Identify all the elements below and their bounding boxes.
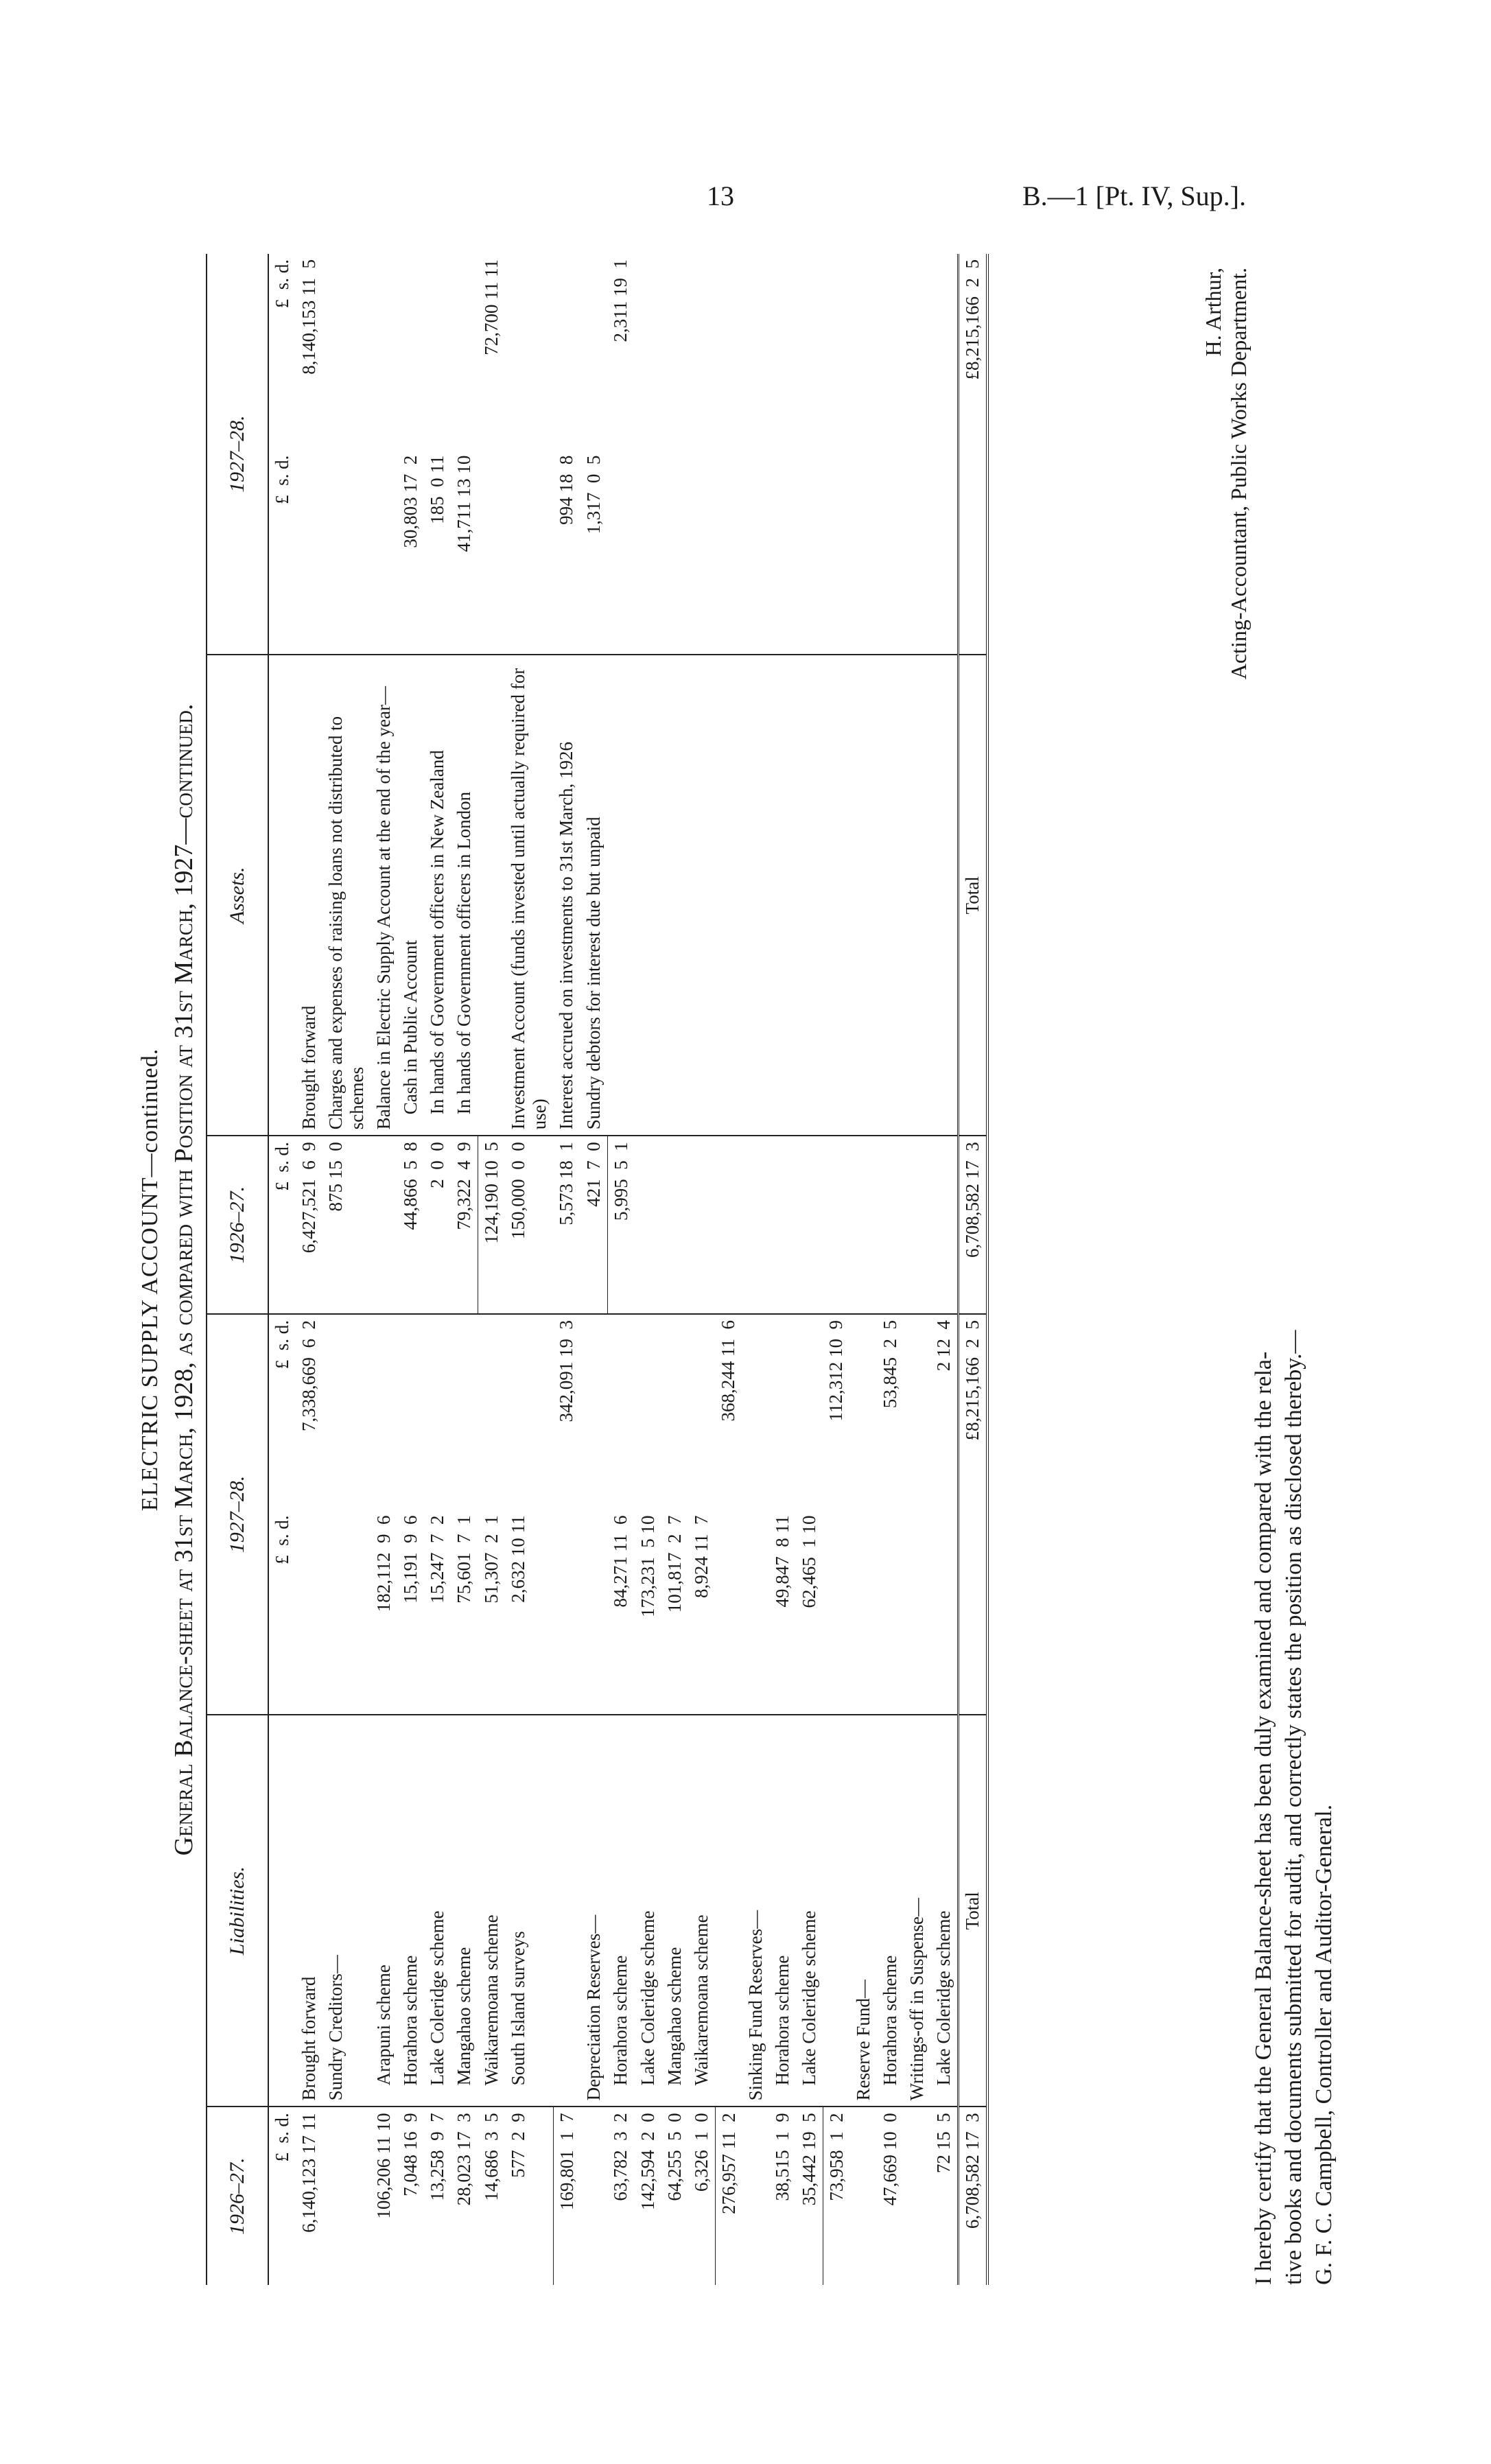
table-row <box>478 254 506 2285</box>
page-number: 13 <box>707 180 734 211</box>
row-label: Lake Coleridge scheme <box>424 1715 451 2107</box>
table-row <box>904 254 930 2285</box>
prev-year-header-assets: 1926–27. <box>207 1136 268 1314</box>
row-label: Writings-off in Suspense— <box>904 1715 930 2107</box>
accountant-title: Acting-Accountant, Public Works Department. <box>1226 268 1251 680</box>
table-row <box>635 254 661 2285</box>
row-label: In hands of Government officers in London <box>451 655 478 1136</box>
total-amount: £8,215,166 2 5 <box>958 1314 987 1510</box>
amount: 79,322 4 9 <box>451 1136 478 1314</box>
amount: 72,700 11 11 <box>480 259 502 355</box>
certificate-line: I hereby certify that the General Balance-sheet has been duly examined and compared with the rela- <box>1251 1351 1276 2285</box>
amount: 112,312 10 9 <box>825 1319 846 1422</box>
amount: 2,632 10 11 <box>505 1510 553 1715</box>
amount: 106,206 11 10 <box>373 2113 394 2219</box>
balance-sheet-title: General Balance-sheet at 31st March, 1928, as compared with Position at 31st March, 1927—continued. <box>169 703 198 1856</box>
amount: 14,686 3 5 <box>480 2113 502 2201</box>
assets-header: Assets. <box>207 655 268 1136</box>
amount: 53,845 2 5 <box>879 1319 900 1409</box>
amount: 38,515 1 9 <box>771 2113 793 2201</box>
prev-year-header: 1926–27. <box>207 2107 268 2285</box>
table-row <box>424 254 451 2285</box>
amount: 63,782 3 2 <box>610 2113 631 2201</box>
amount: 1,317 0 5 <box>580 450 608 655</box>
row-label: Interest accrued on investments to 31st March, 1926 <box>553 655 580 1136</box>
row-label: Depreciation Reserves— <box>580 1715 608 2107</box>
document-reference: B.—1 [Pt. IV, Sup.]. <box>1022 180 1246 211</box>
row-label: Brought forward <box>296 1715 322 2107</box>
amount: 2,311 19 1 <box>610 259 631 342</box>
row-label: Sundry Creditors— <box>322 1715 371 2107</box>
amount: 7,338,669 6 2 <box>298 1319 319 1431</box>
amount: 84,271 11 6 <box>607 1510 635 1715</box>
amount: 35,442 19 5 <box>798 2113 819 2206</box>
table-row <box>397 254 424 2285</box>
amount: 994 18 8 <box>553 450 580 655</box>
table-row <box>688 254 716 2285</box>
amount: 8,924 11 7 <box>688 1510 716 1715</box>
amount: 2 12 4 <box>932 1319 954 1372</box>
table-row <box>715 254 742 2285</box>
row-label: Lake Coleridge scheme <box>635 1715 661 2107</box>
row-label: Brought forward <box>296 655 322 1136</box>
total-row <box>958 254 987 2285</box>
currency-label: £ s. d. <box>272 259 292 309</box>
total-amount: £8,215,166 2 5 <box>958 254 987 450</box>
table-row <box>796 254 823 2285</box>
amount: 62,465 1 10 <box>796 1510 823 1715</box>
row-label: Waikaremoana scheme <box>478 1715 506 2107</box>
amount: 28,023 17 3 <box>454 2113 474 2206</box>
amount: 15,191 9 6 <box>397 1510 424 1715</box>
row-label: Cash in Public Account <box>397 655 424 1136</box>
accountant-signature <box>1201 268 1252 1057</box>
table-row <box>930 254 959 2285</box>
amount: 13,258 9 7 <box>427 2113 447 2201</box>
row-label: Lake Coleridge scheme <box>796 1715 823 2107</box>
table-row <box>823 254 850 2285</box>
account-title: ELECTRIC SUPPLY ACCOUNT—continued. <box>137 1048 163 1512</box>
amount: 5,573 18 1 <box>553 1136 580 1314</box>
total-amount: 6,708,582 17 3 <box>958 1136 987 1314</box>
cur-year-header: 1927–28. <box>207 1314 268 1715</box>
row-label: Horahora scheme <box>397 1715 424 2107</box>
total-amount: 6,708,582 17 3 <box>958 2107 987 2285</box>
amount: 51,307 2 1 <box>478 1510 506 1715</box>
amount: 124,190 10 5 <box>478 1136 506 1314</box>
total-label: Total <box>958 655 987 1136</box>
amount: 49,847 8 11 <box>769 1510 796 1715</box>
currency-label: £ s. d. <box>272 1319 292 1370</box>
table-row <box>661 254 688 2285</box>
currency-row <box>268 254 296 2285</box>
row-label: Balance in Electric Supply Account at the end of the year— <box>371 655 397 1136</box>
row-label: In hands of Government officers in New Zealand <box>424 655 451 1136</box>
table-row <box>850 254 877 2285</box>
table-row <box>505 254 553 2285</box>
amount: 421 7 0 <box>580 1136 608 1314</box>
row-label: Investment Account (funds invested until actually required for use) <box>505 655 553 1136</box>
table-row <box>607 254 635 2285</box>
amount: 577 2 9 <box>508 2113 528 2178</box>
amount: 276,957 11 2 <box>715 2107 742 2285</box>
amount: 182,112 9 6 <box>371 1510 397 1715</box>
amount: 8,140,153 11 5 <box>298 259 319 375</box>
row-label: Sundry debtors for interest due but unpaid <box>580 655 608 1136</box>
amount: 169,801 1 7 <box>553 2107 580 2285</box>
table-row <box>322 254 371 2285</box>
amount: 368,244 11 6 <box>718 1319 738 1422</box>
amount: 15,247 7 2 <box>424 1510 451 1715</box>
row-label: Horahora scheme <box>607 1715 635 2107</box>
row-label: Sinking Fund Reserves— <box>742 1715 769 2107</box>
table-row <box>742 254 769 2285</box>
total-label: Total <box>958 1715 987 2107</box>
header-row <box>207 254 268 2285</box>
balance-sheet-table <box>206 254 989 2285</box>
audit-certificate <box>1249 1050 1339 2285</box>
amount: 6,140,123 17 11 <box>298 2113 319 2233</box>
amount: 2 0 0 <box>424 1136 451 1314</box>
amount: 47,669 10 0 <box>879 2113 900 2206</box>
amount: 72 15 5 <box>932 2113 954 2174</box>
amount: 6,427,521 6 9 <box>296 1136 322 1314</box>
row-label: Waikaremoana scheme <box>688 1715 716 2107</box>
amount: 875 15 0 <box>322 1136 371 1314</box>
currency-label: £ s. d. <box>268 450 296 655</box>
amount: 101,817 2 7 <box>661 1510 688 1715</box>
amount: 150,000 0 0 <box>505 1136 553 1314</box>
table-row <box>371 254 397 2285</box>
amount: 5,995 5 1 <box>607 1136 635 1314</box>
certificate-line: tive books and documents submitted for audit, and correctly states the position as disclosed thereby.— <box>1281 1330 1306 2285</box>
cur-year-header-assets: 1927–28. <box>207 254 268 655</box>
row-label: Mangahao scheme <box>661 1715 688 2107</box>
amount: 64,255 5 0 <box>664 2113 685 2201</box>
rotated-balance-sheet <box>124 199 1359 2360</box>
amount: 75,601 7 1 <box>451 1510 478 1715</box>
row-label: Mangahao scheme <box>451 1715 478 2107</box>
accountant-name: H. Arthur, <box>1201 268 1225 357</box>
row-label: Horahora scheme <box>877 1715 904 2107</box>
currency-label: £ s. d. <box>272 2113 292 2162</box>
currency-label: £ s. d. <box>268 1510 296 1715</box>
row-label: Arapuni scheme <box>371 1715 397 2107</box>
table-row <box>451 254 478 2285</box>
table-row <box>553 254 580 2285</box>
amount: 6,326 1 0 <box>690 2113 712 2192</box>
amount: 41,711 13 10 <box>451 450 478 655</box>
amount: 173,231 5 10 <box>635 1510 661 1715</box>
amount: 185 0 11 <box>424 450 451 655</box>
amount: 30,803 17 2 <box>397 450 424 655</box>
table-row <box>877 254 904 2285</box>
row-label: Charges and expenses of raising loans not distributed to schemes <box>322 655 371 1136</box>
table-row <box>296 254 322 2285</box>
row-label: South Island surveys <box>505 1715 553 2107</box>
liabilities-header: Liabilities. <box>207 1715 268 2107</box>
row-label: Lake Coleridge scheme <box>930 1715 959 2107</box>
amount: 342,091 19 3 <box>556 1319 576 1422</box>
amount: 73,958 1 2 <box>823 2107 850 2285</box>
row-label: Reserve Fund— <box>850 1715 877 2107</box>
certificate-signatory: G. F. C. Campbell, Controller and Auditor-General. <box>1311 1804 1337 2285</box>
table-row <box>769 254 796 2285</box>
currency-label: £ s. d. <box>268 1136 296 1314</box>
amount: 7,048 16 9 <box>400 2113 421 2196</box>
amount: 142,594 2 0 <box>637 2113 658 2211</box>
amount: 44,866 5 8 <box>397 1136 424 1314</box>
row-label: Horahora scheme <box>769 1715 796 2107</box>
table-row <box>580 254 608 2285</box>
